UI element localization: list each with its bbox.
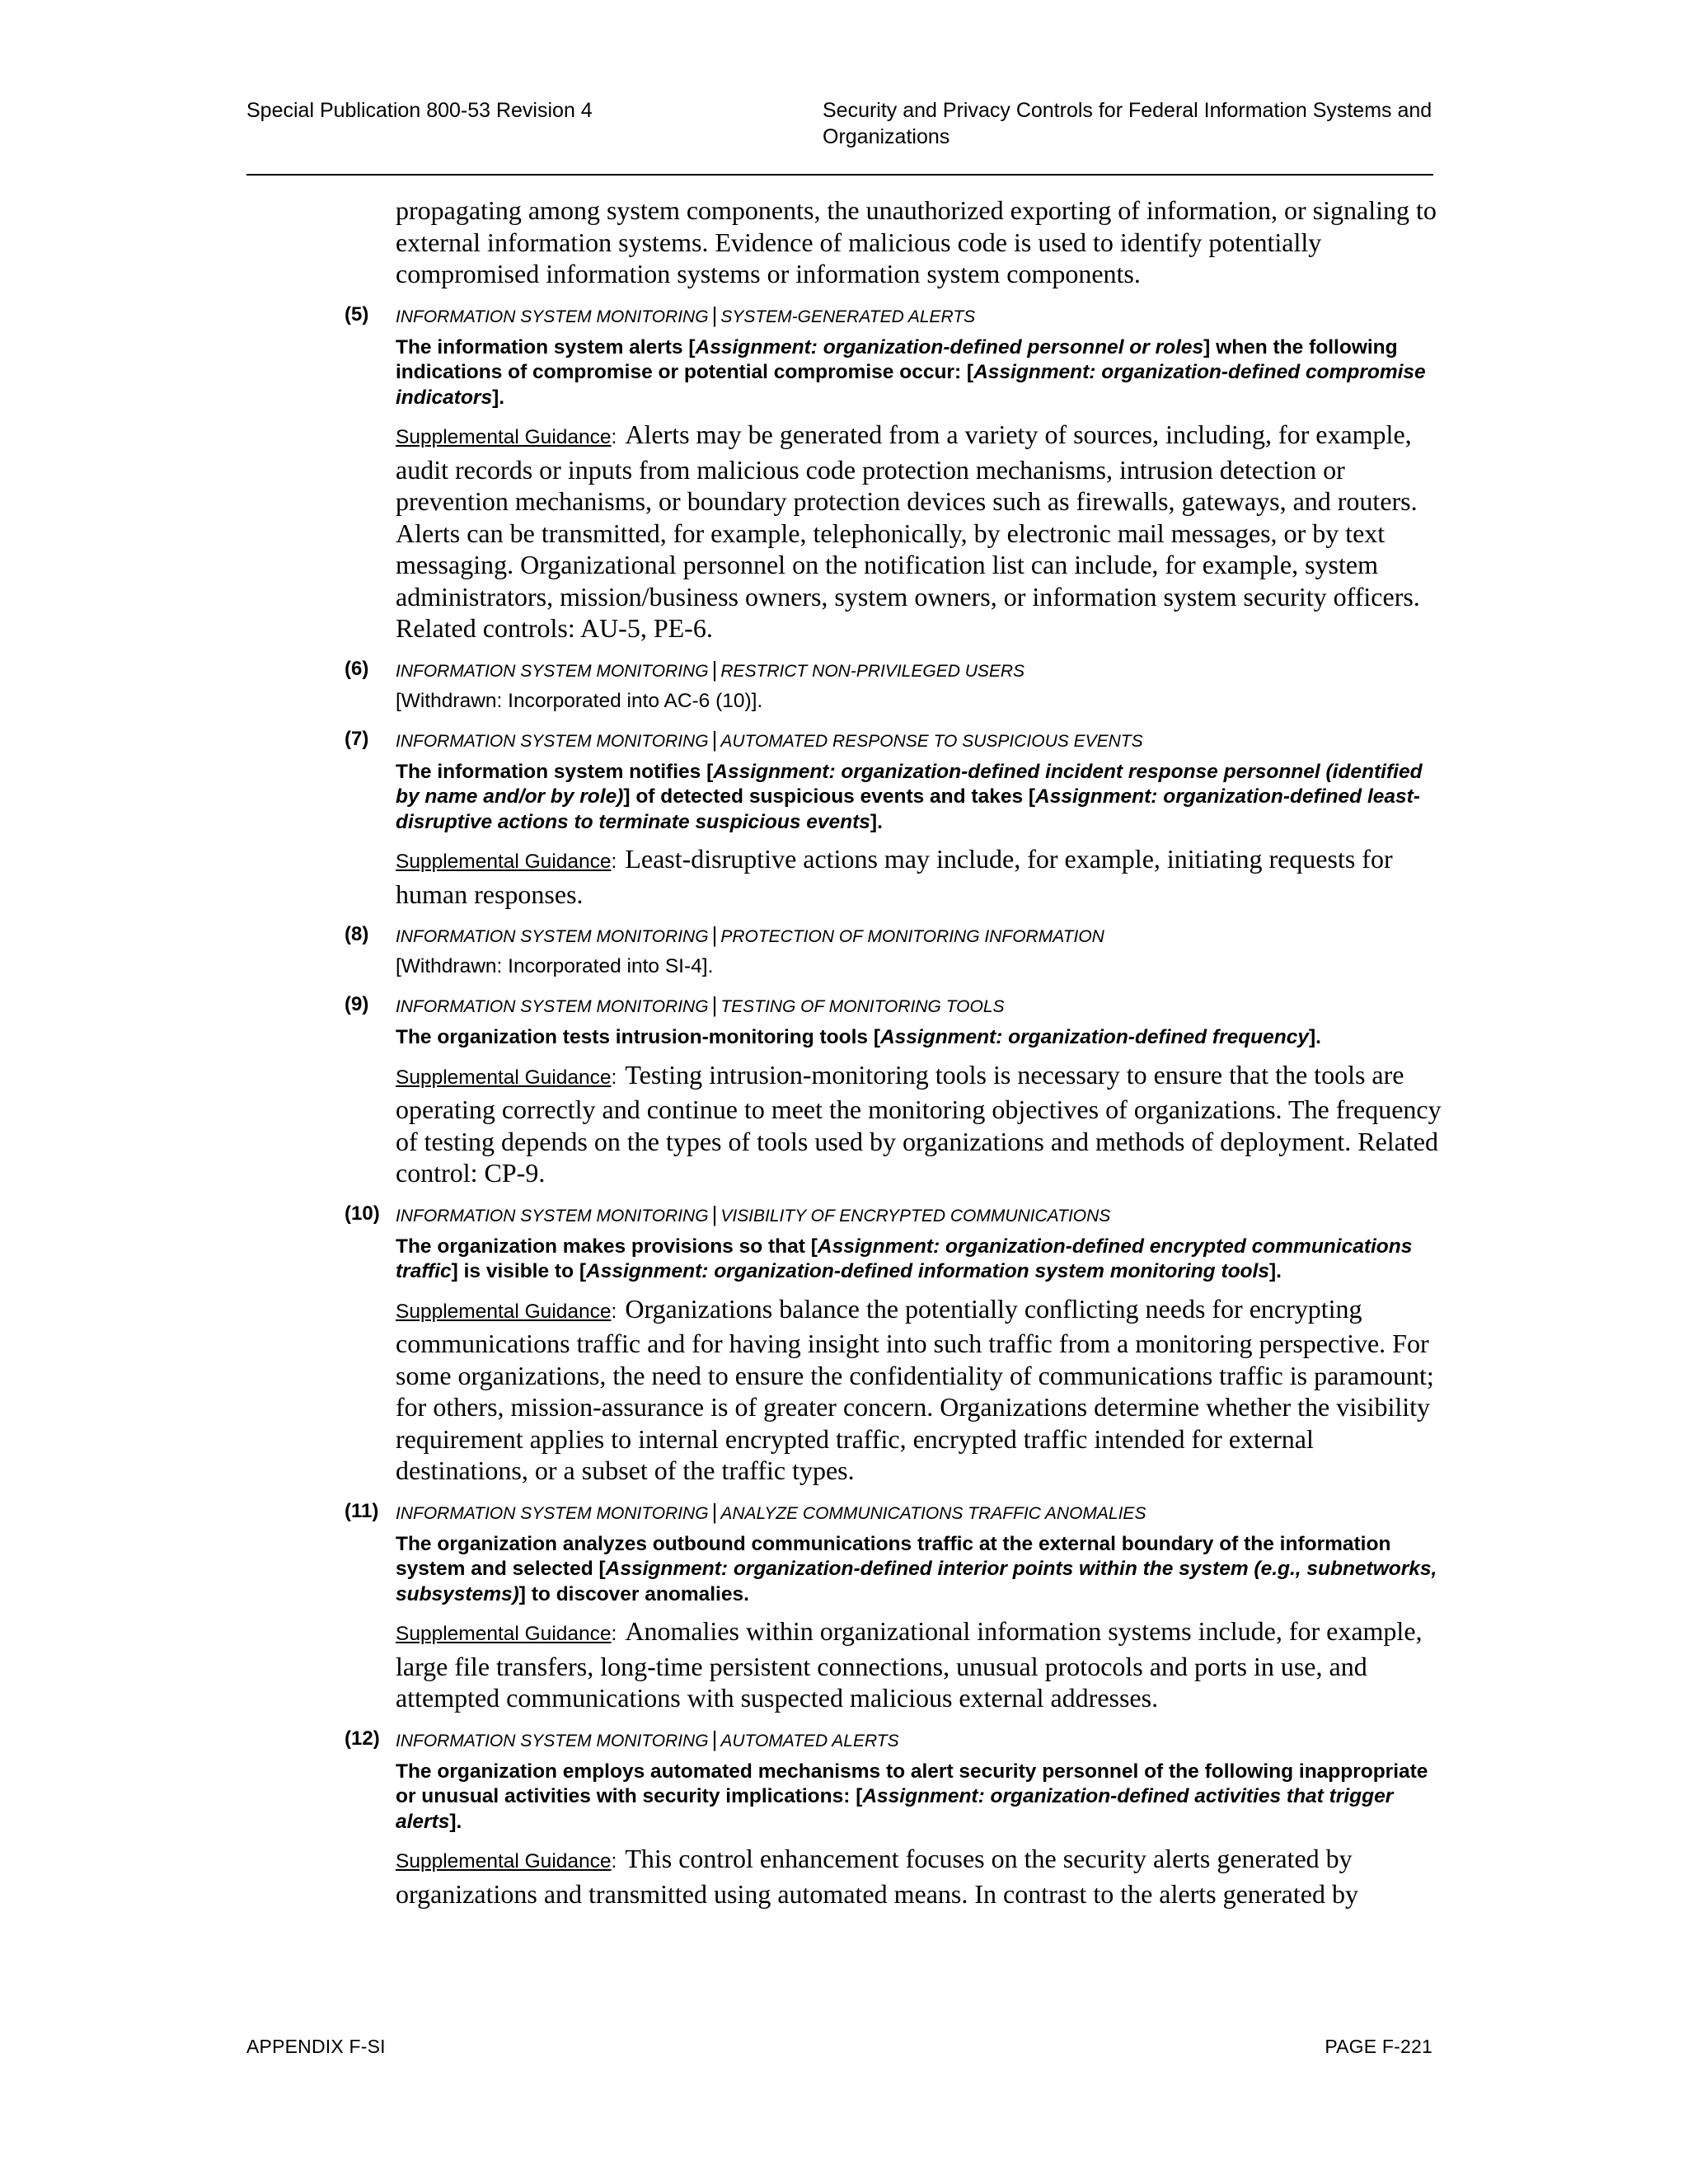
enhancement-title-family: INFORMATION SYSTEM MONITORING — [396, 997, 709, 1016]
control-enhancement — [345, 921, 1449, 980]
enhancement-title — [396, 991, 1449, 1020]
enhancement-title — [396, 1201, 1449, 1230]
title-separator: | — [711, 302, 718, 327]
enhancement-number: (5) — [345, 302, 369, 326]
supplemental-guidance-text: This control enhancement focuses on the security alerts generated by organizations and transmitted using automated means. In contrast to the alerts generated by — [396, 1844, 1358, 1909]
control-statement — [396, 335, 1449, 411]
supplemental-guidance-text: Least-disruptive actions may include, for example, initiating requests for human responses. — [396, 844, 1393, 909]
statement-text: ]. — [1268, 1260, 1282, 1282]
control-enhancement — [345, 1201, 1449, 1487]
enhancement-number: (6) — [345, 657, 369, 680]
control-enhancement — [345, 1498, 1449, 1714]
enhancement-title-name: SYSTEM-GENERATED ALERTS — [720, 307, 976, 326]
statement-text: The organization analyzes outbound communications traffic at the external boundary of the information system and selected [ — [396, 1532, 1391, 1580]
enhancement-number: (9) — [345, 993, 369, 1015]
statement-text: ]. — [870, 810, 883, 833]
enhancement-title-name: PROTECTION OF MONITORING INFORMATION — [720, 927, 1104, 946]
enhancement-title — [396, 726, 1449, 755]
header-divider — [246, 174, 1433, 176]
statement-text: The organization employs automated mechanisms to alert security personnel of the following inappropriate or unusual activities with security implications: [ — [396, 1760, 1428, 1807]
statement-text: The organization tests intrusion-monitoring tools [ — [396, 1026, 880, 1048]
enhancement-title-family: INFORMATION SYSTEM MONITORING — [396, 661, 709, 681]
page-body — [345, 194, 1449, 1910]
supplemental-guidance-text: Testing intrusion-monitoring tools is necessary to ensure that the tools are operating correctly and continue to meet the monitoring objectives of organizations. The frequency of testing depends on the types of tools used by organizations and methods of deployment. Related control: CP-9. — [396, 1059, 1442, 1188]
title-separator: | — [711, 922, 718, 947]
header-publication: Special Publication 800-53 Revision 4 — [246, 99, 593, 122]
control-enhancement — [345, 991, 1449, 1189]
enhancement-title — [396, 1726, 1449, 1755]
assignment-parameter: Assignment: organization-defined information system monitoring tools — [586, 1260, 1269, 1282]
statement-text: ]. — [492, 386, 505, 409]
title-separator: | — [711, 1201, 718, 1226]
supplemental-guidance: Supplemental Guidance: Organizations balance the potentially conflicting needs for encrypting communications traffic and for having insight into such traffic from a monitoring perspective. For some organizations, the need to ensure the confidentiality of communications traffic is paramount; for others, mission-assurance is of greater concern. Organizations determine whether the visibility requirement applies to internal encrypted traffic, encrypted traffic intended for external destinations, or a subset of the traffic types. — [396, 1293, 1434, 1485]
enhancement-title-family: INFORMATION SYSTEM MONITORING — [396, 1503, 709, 1523]
supplemental-guidance-label: Supplemental Guidance — [396, 851, 612, 873]
enhancement-number: (11) — [345, 1499, 379, 1522]
supplemental-guidance-label: Supplemental Guidance — [396, 1300, 612, 1323]
assignment-parameter: Assignment: organization-defined personnel or roles — [695, 335, 1204, 359]
intro-paragraph: propagating among system components, the unauthorized exporting of information, or signaling to external information systems. Evidence of malicious code is used to identify potentially compromised information systems or information system components. — [396, 195, 1437, 288]
assignment-parameter: Assignment: organization-defined frequency — [879, 1026, 1309, 1048]
statement-text: ] to discover anomalies. — [518, 1582, 749, 1605]
footer-appendix: APPENDIX F-SI — [246, 2036, 386, 2057]
supplemental-guidance-text: Anomalies within organizational information systems include, for example, large file transfers, long-time persistent connections, unusual protocols and ports in use, and attempted communications with suspected malicious external addresses. — [396, 1616, 1423, 1713]
statement-text: ]. — [449, 1810, 462, 1833]
header-title: Security and Privacy Controls for Federal Information Systems and Organizations — [823, 99, 1432, 148]
enhancement-title-name: RESTRICT NON-PRIVILEGED USERS — [720, 661, 1025, 681]
control-statement — [396, 1025, 1449, 1051]
enhancement-number: (8) — [345, 923, 369, 945]
supplemental-guidance: Supplemental Guidance: Anomalies within organizational information systems include, for example, large file transfers, long-time persistent connections, unusual protocols and ports in use, and attempted communications with suspected malicious external addresses. — [396, 1616, 1423, 1713]
enhancement-title-name: TESTING OF MONITORING TOOLS — [720, 997, 1005, 1016]
supplemental-guidance-text: Organizations balance the potentially conflicting needs for encrypting communications traffic and for having insight into such traffic from a monitoring perspective. For some organizations, the need to ensure the confidentiality of communications traffic is paramount; for others, mission-assurance is of greater concern. Organizations determine whether the visibility requirement applies to internal encrypted traffic, encrypted traffic intended for external destinations, or a subset of the traffic types. — [396, 1293, 1434, 1485]
enhancement-title-family: INFORMATION SYSTEM MONITORING — [396, 1206, 709, 1226]
assignment-parameter: Assignment: organization-defined incident response personnel (identified by name and/or by role) — [396, 760, 1423, 808]
control-enhancement — [345, 302, 1449, 644]
supplemental-guidance-label: Supplemental Guidance — [396, 1850, 612, 1872]
assignment-parameter: Assignment: organization-defined interior points within the system (e.g., subnetworks, subsystems) — [396, 1558, 1437, 1605]
enhancement-number: (7) — [345, 727, 369, 750]
statement-text: ] when the following indications of compromise or potential compromise occur: [ — [396, 335, 1398, 383]
enhancement-title-family: INFORMATION SYSTEM MONITORING — [396, 927, 709, 946]
enhancement-title-name: AUTOMATED ALERTS — [720, 1731, 899, 1750]
supplemental-guidance-text: Alerts may be generated from a variety of sources, including, for example, audit records or inputs from malicious code protection mechanisms, intrusion detection or prevention mechanisms, or boundary protection devices such as firewalls, gateways, and routers. Alerts can be transmitted, for example, telephonically, by electronic mail messages, or by text messaging. Organizational personnel on the notification list can include, for example, system administrators, mission/business owners, system owners, or information system security officers. Related controls: AU-5, PE-6. — [396, 419, 1420, 643]
enhancement-title-name: ANALYZE COMMUNICATIONS TRAFFIC ANOMALIES — [720, 1503, 1146, 1523]
enhancement-title — [396, 302, 1449, 330]
supplemental-guidance: Supplemental Guidance: Testing intrusion-monitoring tools is necessary to ensure that the tools are operating correctly and continue to meet the monitoring objectives of organizations. The frequency of testing depends on the types of tools used by organizations and methods of deployment. Related control: CP-9. — [396, 1059, 1442, 1188]
enhancement-title-family: INFORMATION SYSTEM MONITORING — [396, 1731, 709, 1750]
supplemental-guidance: Supplemental Guidance: Least-disruptive actions may include, for example, initiating requests for human responses. — [396, 844, 1393, 909]
enhancement-title-name: VISIBILITY OF ENCRYPTED COMMUNICATIONS — [720, 1206, 1111, 1226]
enhancement-title — [396, 1498, 1449, 1527]
control-enhancement — [345, 1726, 1449, 1910]
statement-text: The organization makes provisions so that [ — [396, 1235, 818, 1258]
control-statement — [396, 1235, 1449, 1285]
title-separator: | — [711, 726, 718, 752]
statement-text: ]. — [1308, 1026, 1321, 1048]
enhancement-title — [396, 921, 1449, 950]
supplemental-guidance-label: Supplemental Guidance — [396, 1066, 612, 1089]
withdrawn-note: [Withdrawn: Incorporated into SI-4]. — [396, 955, 714, 977]
supplemental-guidance-label: Supplemental Guidance — [396, 426, 612, 448]
assignment-parameter: Assignment: organization-defined compromise indicators — [396, 361, 1426, 409]
control-enhancement — [345, 656, 1449, 715]
control-statement — [396, 1760, 1449, 1835]
title-separator: | — [711, 656, 718, 682]
enhancement-title-name: AUTOMATED RESPONSE TO SUSPICIOUS EVENTS — [720, 731, 1143, 751]
statement-text: ] of detected suspicious events and takes [ — [623, 785, 1036, 808]
enhancement-title — [396, 656, 1449, 685]
supplemental-guidance: Supplemental Guidance: Alerts may be generated from a variety of sources, including, for example, audit records or inputs from malicious code protection mechanisms, intrusion detection or prevention mechanisms, or boundary protection devices such as firewalls, gateways, and routers. Alerts can be transmitted, for example, telephonically, by electronic mail messages, or by text messaging. Organizational personnel on the notification list can include, for example, system administrators, mission/business owners, system owners, or information system security officers. Related controls: AU-5, PE-6. — [396, 419, 1420, 643]
footer-page-number: PAGE F-221 — [1325, 2036, 1432, 2057]
enhancement-title-family: INFORMATION SYSTEM MONITORING — [396, 307, 709, 326]
assignment-parameter: Assignment: organization-defined activities that trigger alerts — [396, 1785, 1394, 1833]
title-separator: | — [711, 1726, 718, 1751]
supplemental-guidance: Supplemental Guidance: This control enhancement focuses on the security alerts generated by organizations and transmitted using automated means. In contrast to the alerts generated by — [396, 1844, 1358, 1909]
control-enhancement — [345, 726, 1449, 911]
withdrawn-note: [Withdrawn: Incorporated into AC-6 (10)]. — [396, 689, 763, 712]
control-statement — [396, 1532, 1449, 1608]
assignment-parameter: Assignment: organization-defined least-disruptive actions to terminate suspicious events — [396, 785, 1420, 833]
assignment-parameter: Assignment: organization-defined encrypted communications traffic — [396, 1235, 1413, 1282]
enhancement-number: (12) — [345, 1727, 380, 1750]
enhancement-number: (10) — [345, 1202, 380, 1225]
title-separator: | — [711, 1498, 718, 1524]
control-statement — [396, 760, 1449, 836]
statement-text: ] is visible to [ — [451, 1260, 587, 1282]
statement-text: The information system notifies [ — [396, 760, 714, 783]
statement-text: The information system alerts [ — [396, 335, 696, 359]
supplemental-guidance-label: Supplemental Guidance — [396, 1623, 612, 1645]
title-separator: | — [711, 992, 718, 1017]
enhancement-title-family: INFORMATION SYSTEM MONITORING — [396, 731, 709, 751]
